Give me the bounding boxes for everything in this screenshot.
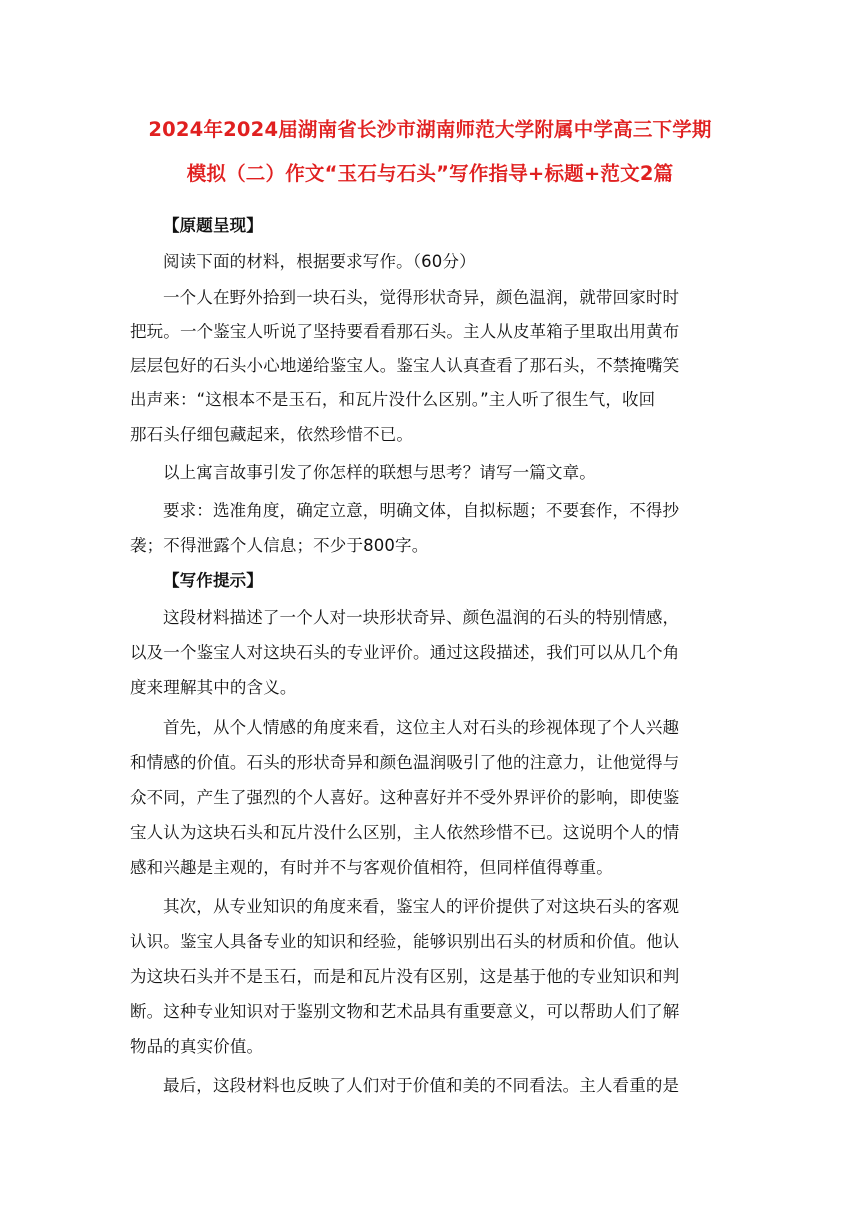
tips-paragraph-line: 感和兴趣是主观的，有时并不与客观价值相符，但同样值得尊重。 — [130, 858, 613, 877]
original-paragraph-line: 把玩。一个鉴宝人听说了坚持要看看那石头。主人从皮革箱子里取出用黄布 — [130, 322, 680, 341]
tips-paragraph-line: 认识。鉴宝人具备专业的知识和经验，能够识别出石头的材质和价值。他认 — [130, 932, 680, 951]
original-paragraph-line: 一个人在野外拾到一块石头，觉得形状奇异，颜色温润，就带回家时时 — [163, 288, 680, 307]
document-title-line-1: 2024年2024届湖南省长沙市湖南师范大学附属中学高三下学期 — [148, 118, 712, 141]
tips-paragraph-line: 断。这种专业知识对于鉴别文物和艺术品具有重要意义，可以帮助人们了解 — [130, 1002, 680, 1021]
tips-paragraph-line: 物品的真实价值。 — [130, 1037, 264, 1056]
section-heading-original: 【原题呈现】 — [163, 216, 263, 235]
tips-paragraph-line: 宝人认为这块石头和瓦片没什么区别，主人依然珍惜不已。这说明个人的情 — [130, 823, 680, 842]
tips-paragraph-line: 为这块石头并不是玉石，而是和瓦片没有区别，这是基于他的专业知识和判 — [130, 967, 680, 986]
tips-paragraph-line: 度来理解其中的含义。 — [130, 678, 297, 697]
tips-paragraph-line: 以及一个鉴宝人对这块石头的专业评价。通过这段描述，我们可以从几个角 — [130, 643, 680, 662]
original-paragraph-line: 阅读下面的材料，根据要求写作。（60分） — [163, 252, 476, 271]
tips-paragraph-line: 首先，从个人情感的角度来看，这位主人对石头的珍视体现了个人兴趣 — [163, 718, 680, 737]
original-paragraph-line: 以上寓言故事引发了你怎样的联想与思考？请写一篇文章。 — [163, 463, 596, 482]
original-paragraph-line: 出声来：“这根本不是玉石，和瓦片没什么区别。”主人听了很生气，收回 — [130, 390, 656, 409]
original-paragraph-line: 袭；不得泄露个人信息；不少于800字。 — [130, 536, 429, 555]
original-paragraph-line: 那石头仔细包藏起来，依然珍惜不已。 — [130, 425, 414, 444]
tips-paragraph-line: 其次，从专业知识的角度来看，鉴宝人的评价提供了对这块石头的客观 — [163, 897, 680, 916]
tips-paragraph-line: 众不同，产生了强烈的个人喜好。这种喜好并不受外界评价的影响，即使鉴 — [130, 788, 680, 807]
original-paragraph-line: 要求：选准角度，确定立意，明确文体，自拟标题；不要套作，不得抄 — [163, 501, 680, 520]
document-title-line-2: 模拟（二）作文“玉石与石头”写作指导+标题+范文2篇 — [186, 162, 674, 185]
tips-paragraph-line: 最后，这段材料也反映了人们对于价值和美的不同看法。主人看重的是 — [163, 1076, 680, 1095]
section-heading-tips: 【写作提示】 — [163, 571, 263, 590]
tips-paragraph-line: 和情感的价值。石头的形状奇异和颜色温润吸引了他的注意力，让他觉得与 — [130, 753, 680, 772]
tips-paragraph-line: 这段材料描述了一个人对一块形状奇异、颜色温润的石头的特别情感， — [163, 608, 680, 627]
original-paragraph-line: 层层包好的石头小心地递给鉴宝人。鉴宝人认真查看了那石头，不禁掩嘴笑 — [130, 356, 680, 375]
